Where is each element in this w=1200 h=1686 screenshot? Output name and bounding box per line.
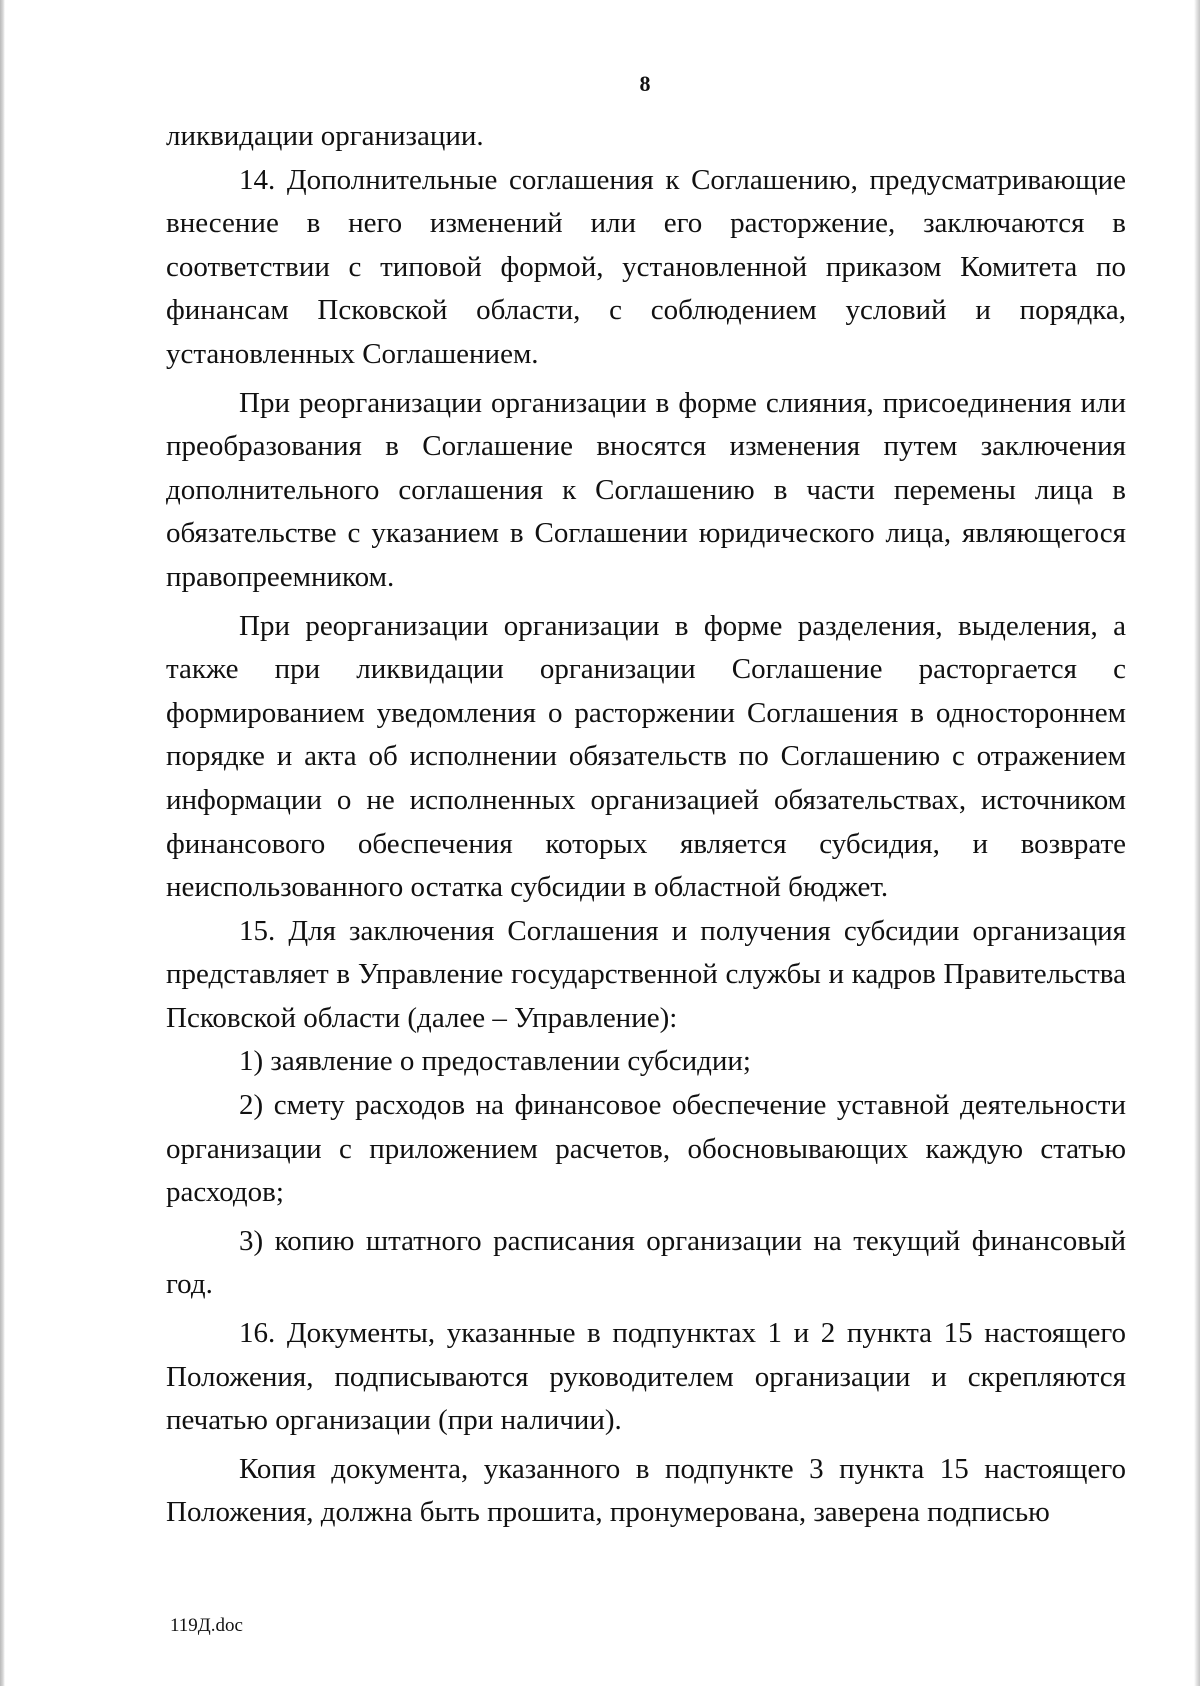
footer-filename: 119Д.doc <box>170 1615 243 1636</box>
paragraph: 2) смету расходов на финансовое обеспечение уставной деятельности организации с приложением расчетов, обосновывающих каждую статью расходов; <box>166 1089 1126 1209</box>
paragraph: 15. Для заключения Соглашения и получения субсидии организация представляет в Управление государственной службы и кадров Правительства Псковской области (далее – Управление): <box>166 914 1126 1034</box>
page-number: 8 <box>639 71 651 96</box>
scan-edge-left <box>0 0 5 1686</box>
paragraph: Копия документа, указанного в подпункте 3 пункта 15 настоящего Положения, должна быть прошита, пронумерована, заверена подписью <box>166 1452 1126 1529</box>
paragraph: 3) копию штатного расписания организации на текущий финансовый год. <box>166 1224 1126 1301</box>
paragraph: При реорганизации организации в форме разделения, выделения, а также при ликвидации организации Соглашение расторгается с формированием уведомления о расторжении Соглашения в одностороннем порядке и акта об исполнении обязательств по Соглашению с отражением информации о не исполненных организацией обязательствах, источником финансового обеспечения которых является субсидия, и возврате неиспользованного остатка субсидии в областной бюджет. <box>166 609 1126 904</box>
paragraph: 14. Дополнительные соглашения к Соглашению, предусматривающие внесение в него изменений или его расторжение, заключаются в соответствии с типовой формой, установленной приказом Комитета по финансам Псковской области, с соблюдением условий и порядка, установленных Соглашением. <box>166 163 1126 370</box>
document-body <box>166 115 1126 1535</box>
paragraph: При реорганизации организации в форме слияния, присоединения или преобразования в Соглашение вносятся изменения путем заключения дополнительного соглашения к Соглашению в части перемены лица в обязательстве с указанием в Соглашении юридического лица, являющегося правопреемником. <box>166 386 1126 593</box>
scan-edge-right <box>1194 0 1200 1686</box>
paragraph: 1) заявление о предоставлении субсидии; <box>239 1045 751 1078</box>
paragraph: ликвидации организации. <box>166 120 484 152</box>
paragraph: 16. Документы, указанные в подпунктах 1 и 2 пункта 15 настоящего Положения, подписываются руководителем организации и скрепляются печатью организации (при наличии). <box>166 1317 1126 1437</box>
